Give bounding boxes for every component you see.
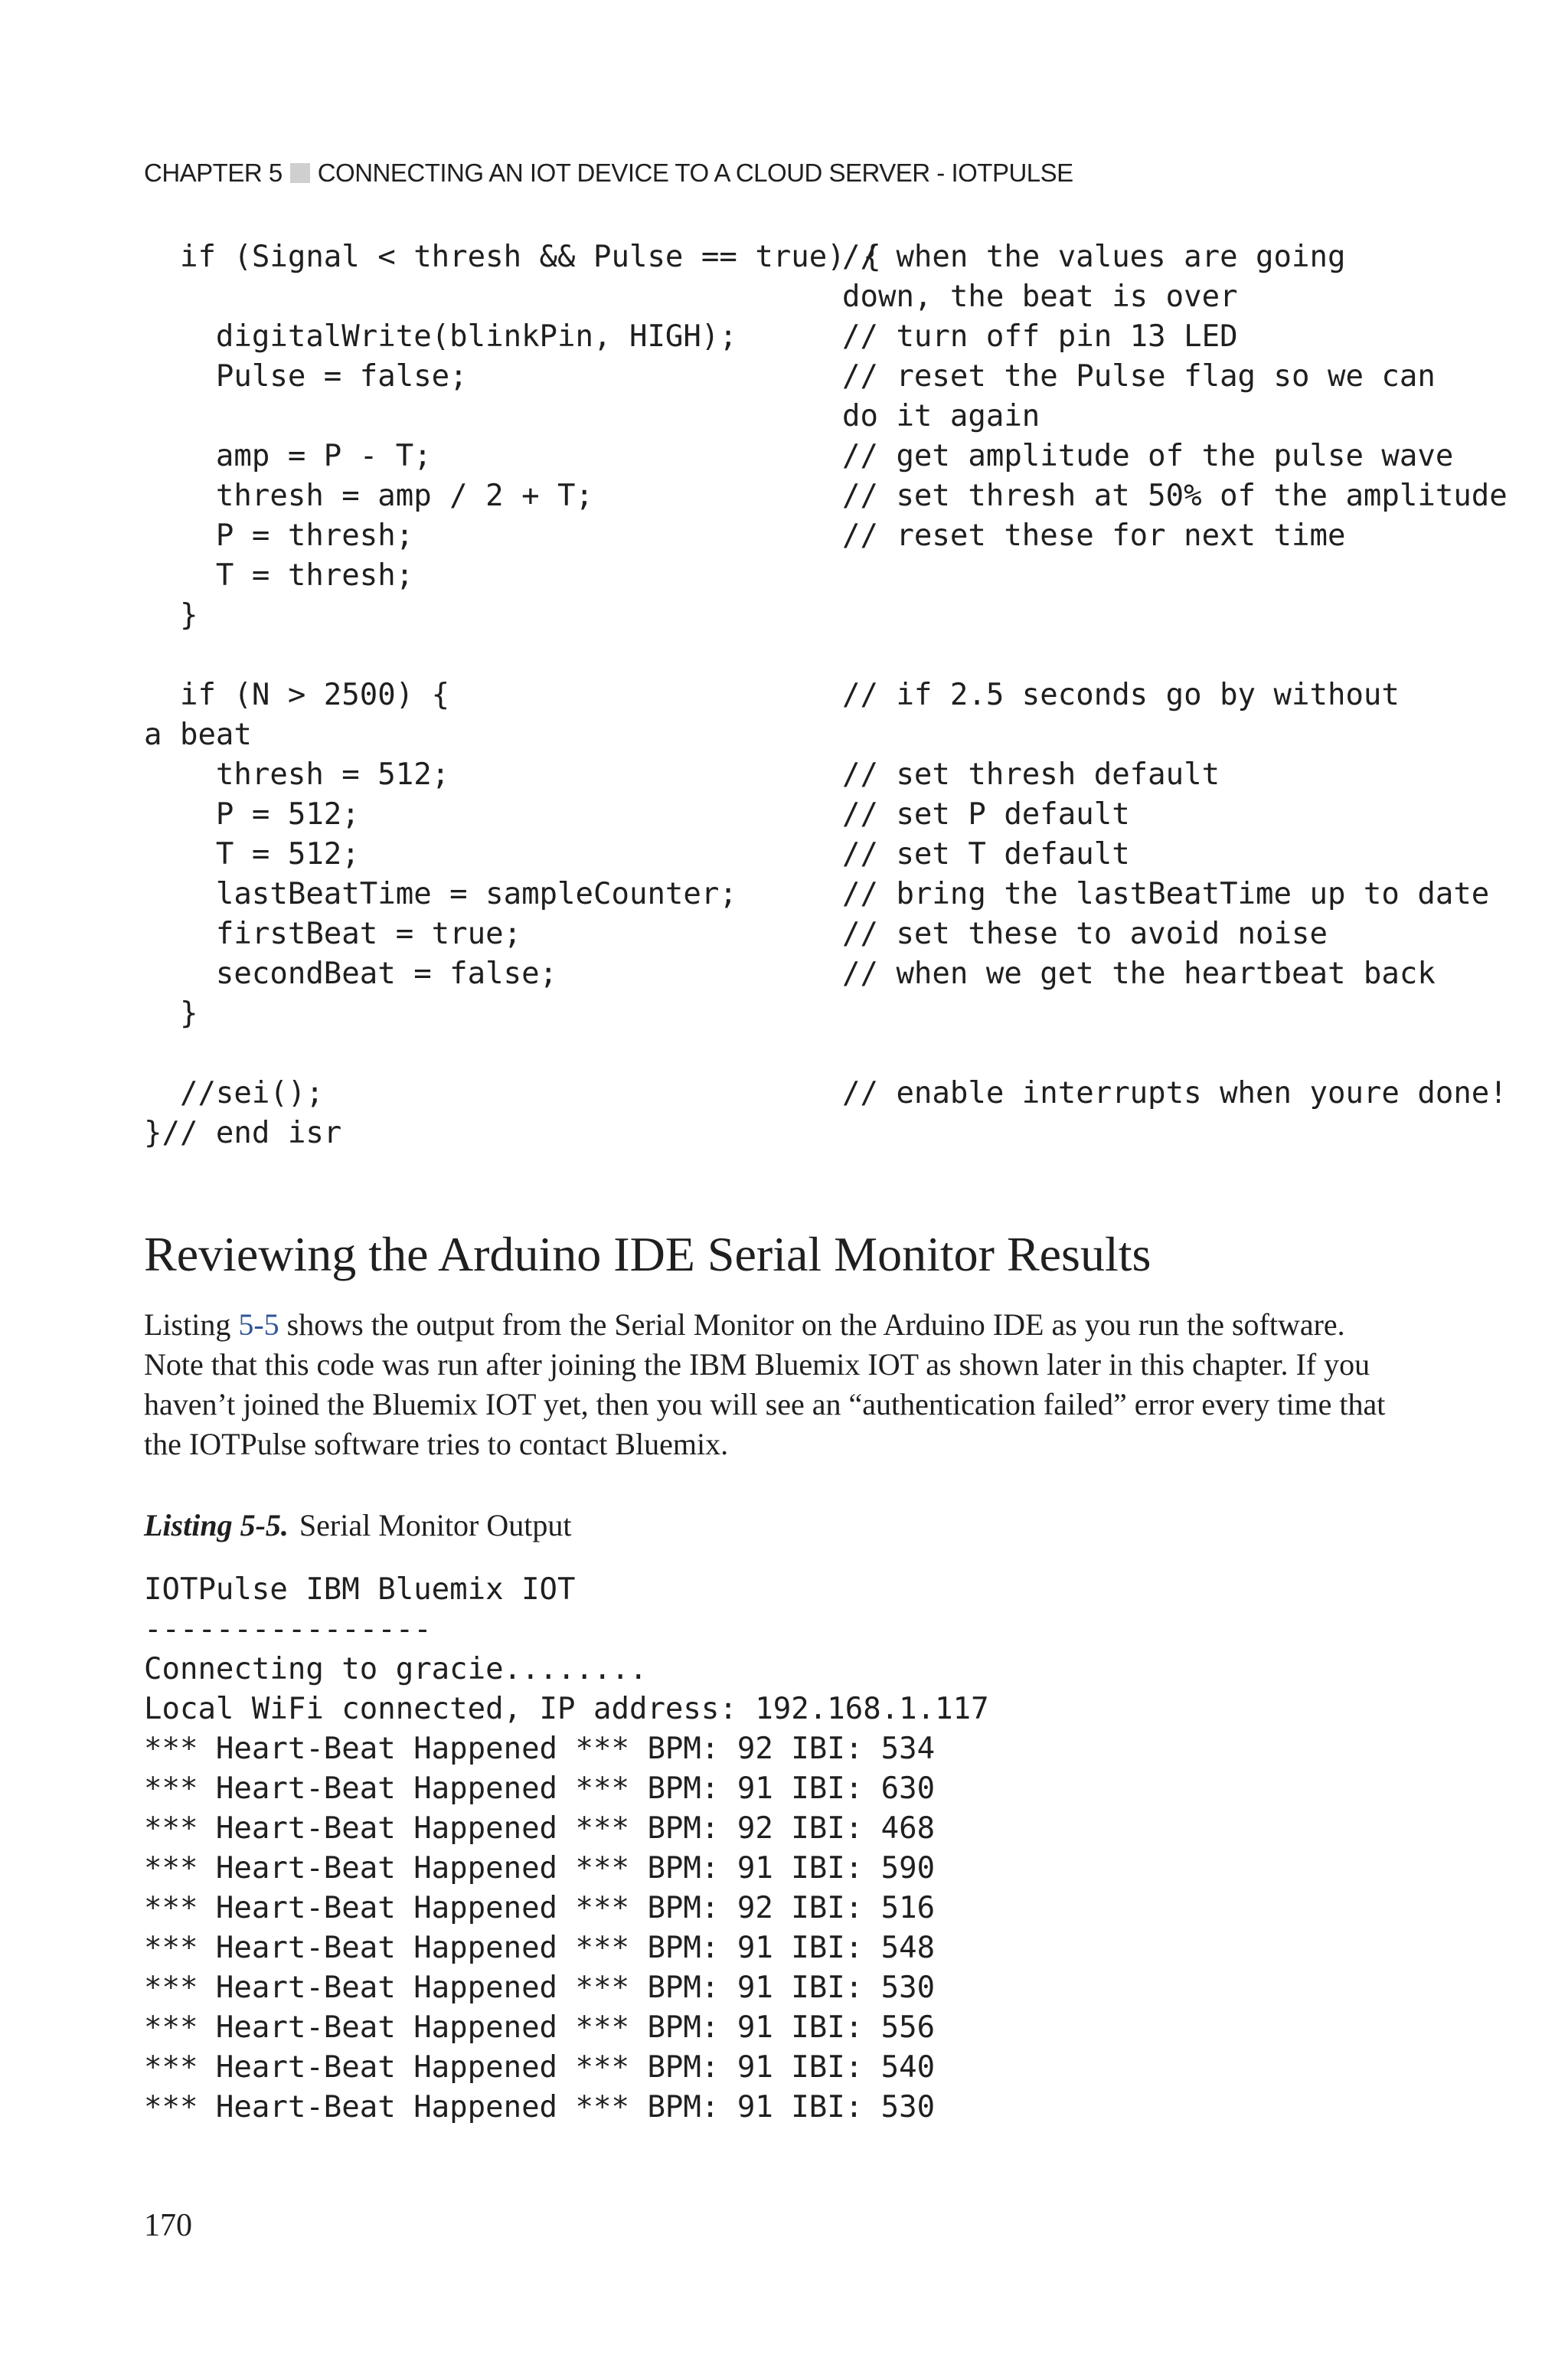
code-statement: //sei(); bbox=[144, 1076, 324, 1110]
code-statement: firstBeat = true; bbox=[144, 917, 522, 951]
output-line: *** Heart-Beat Happened *** BPM: 91 IBI: 530 bbox=[144, 2090, 936, 2124]
paragraph-text-end: shows the output from the Serial Monitor on the Arduino IDE as you run the software. Note that this code was run after joining the IBM Bluemix IOT as shown later in this chapter. If you haven’t joined the Bluemix IOT yet, then you will see an “authentication failed” error every time that the IOTPulse software tries to contact Bluemix. bbox=[144, 1307, 1386, 1461]
body-paragraph bbox=[144, 1305, 1400, 1464]
output-line: Connecting to gracie........ bbox=[144, 1652, 648, 1686]
code-statement: T = thresh; bbox=[144, 558, 414, 593]
code-comment: do it again bbox=[842, 399, 1040, 433]
output-line: *** Heart-Beat Happened *** BPM: 91 IBI: 630 bbox=[144, 1771, 936, 1806]
code-comment: // get amplitude of the pulse wave bbox=[842, 439, 1454, 473]
code-statement: a beat bbox=[144, 718, 252, 752]
code-statement: Pulse = false; bbox=[144, 359, 468, 394]
output-line: Local WiFi connected, IP address: 192.168.1.117 bbox=[144, 1692, 989, 1726]
output-line: *** Heart-Beat Happened *** BPM: 92 IBI: 534 bbox=[144, 1732, 936, 1766]
section-heading: Reviewing the Arduino IDE Serial Monitor Results bbox=[144, 1227, 1152, 1281]
code-comment: // set these to avoid noise bbox=[842, 917, 1328, 951]
output-line: IOTPulse IBM Bluemix IOT bbox=[144, 1572, 576, 1607]
code-statement: P = thresh; bbox=[144, 518, 414, 553]
code-comment: // set T default bbox=[842, 837, 1130, 872]
code-comment: // if 2.5 seconds go by without bbox=[842, 678, 1400, 712]
code-statement: digitalWrite(blinkPin, HIGH); bbox=[144, 319, 737, 354]
listing-cross-reference-link[interactable]: 5-5 bbox=[238, 1307, 279, 1342]
code-statement: if (Signal < thresh && Pulse == true) { bbox=[144, 240, 881, 274]
code-comment: // bring the lastBeatTime up to date bbox=[842, 877, 1490, 911]
listing-caption bbox=[144, 1506, 571, 1546]
output-line: *** Heart-Beat Happened *** BPM: 91 IBI: 548 bbox=[144, 1931, 936, 1965]
code-statement: amp = P - T; bbox=[144, 439, 432, 473]
output-line: *** Heart-Beat Happened *** BPM: 91 IBI: 590 bbox=[144, 1851, 936, 1886]
code-statement: secondBeat = false; bbox=[144, 957, 558, 991]
code-comment: // when the values are going bbox=[842, 240, 1346, 274]
code-comment: // set thresh default bbox=[842, 757, 1220, 792]
code-statement: thresh = amp / 2 + T; bbox=[144, 479, 593, 513]
separator-square-icon bbox=[290, 163, 310, 183]
code-comment: // enable interrupts when youre done! bbox=[842, 1076, 1508, 1110]
code-comment: // set thresh at 50% of the amplitude bbox=[842, 479, 1508, 513]
code-statement: P = 512; bbox=[144, 797, 360, 832]
serial-monitor-output bbox=[144, 1570, 989, 2128]
code-comment: // reset the Pulse flag so we can bbox=[842, 359, 1436, 394]
code-statement: thresh = 512; bbox=[144, 757, 450, 792]
code-statement: }// end isr bbox=[144, 1116, 342, 1150]
chapter-title: CONNECTING AN IOT DEVICE TO A CLOUD SERVER - IOTPULSE bbox=[317, 159, 1073, 187]
code-comment: // turn off pin 13 LED bbox=[842, 319, 1238, 354]
running-head bbox=[144, 156, 1073, 190]
output-line: *** Heart-Beat Happened *** BPM: 91 IBI: 556 bbox=[144, 2010, 936, 2045]
chapter-label: CHAPTER 5 bbox=[144, 159, 283, 187]
output-line: ---------------- bbox=[144, 1612, 432, 1647]
code-statement: lastBeatTime = sampleCounter; bbox=[144, 877, 737, 911]
code-comment: // set P default bbox=[842, 797, 1130, 832]
code-statement: if (N > 2500) { bbox=[144, 678, 450, 712]
output-line: *** Heart-Beat Happened *** BPM: 91 IBI: 530 bbox=[144, 1971, 936, 2005]
paragraph-text-start: Listing bbox=[144, 1307, 239, 1342]
output-line: *** Heart-Beat Happened *** BPM: 92 IBI: 468 bbox=[144, 1811, 936, 1846]
output-line: *** Heart-Beat Happened *** BPM: 92 IBI: 516 bbox=[144, 1891, 936, 1925]
output-line: *** Heart-Beat Happened *** BPM: 91 IBI: 540 bbox=[144, 2050, 936, 2085]
listing-title: Serial Monitor Output bbox=[299, 1508, 572, 1542]
code-comment: // when we get the heartbeat back bbox=[842, 957, 1436, 991]
code-comment: down, the beat is over bbox=[842, 280, 1238, 314]
code-statement: } bbox=[144, 996, 198, 1031]
code-comment: // reset these for next time bbox=[842, 518, 1346, 553]
code-statement: } bbox=[144, 598, 198, 633]
code-statement: T = 512; bbox=[144, 837, 360, 872]
listing-label: Listing 5-5. bbox=[144, 1508, 289, 1542]
page-number: 170 bbox=[144, 2208, 192, 2243]
